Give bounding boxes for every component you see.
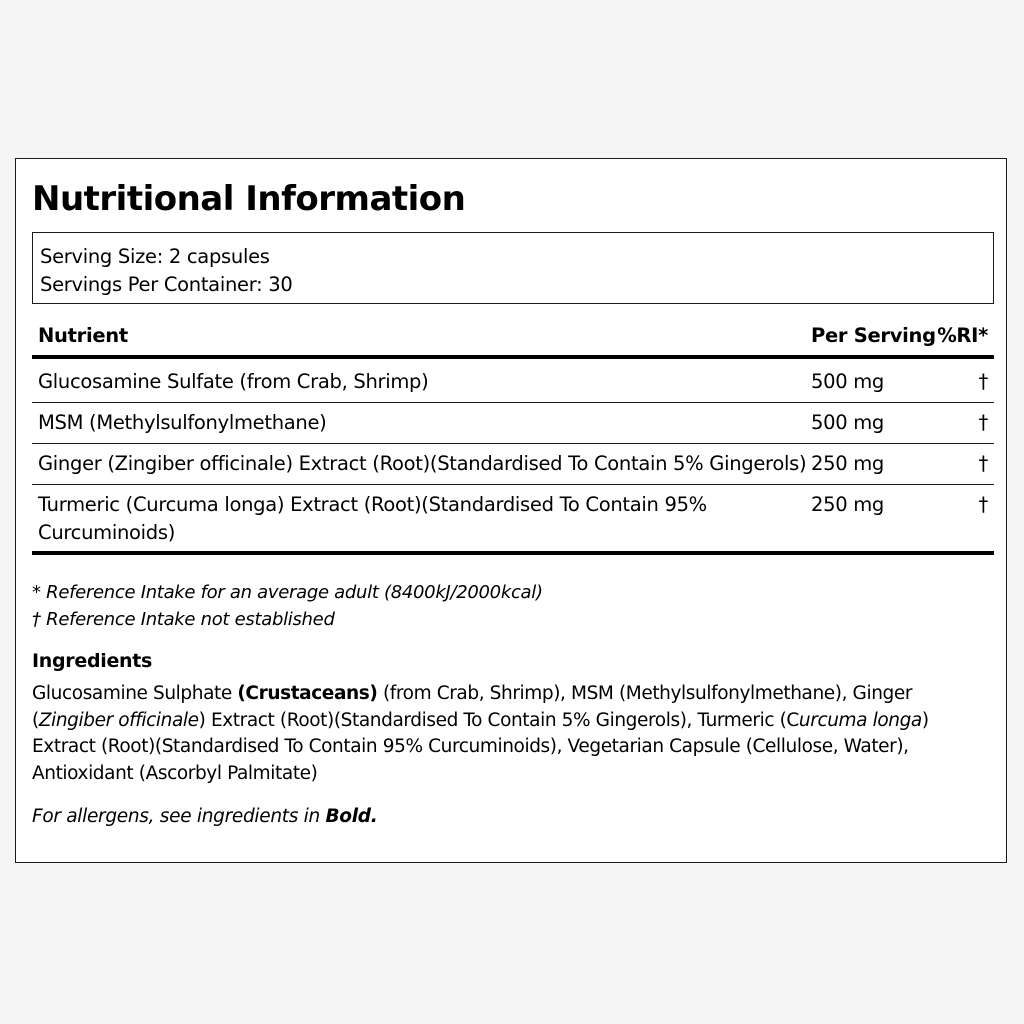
servings-per-container: Servings Per Container: 30 xyxy=(40,273,293,296)
serving-size: Serving Size: 2 capsules xyxy=(40,245,270,268)
ingredients-heading: Ingredients xyxy=(32,650,153,672)
header-ri: %RI* xyxy=(937,324,988,347)
turmeric-latin-name: urcuma longa xyxy=(798,709,922,731)
ginger-latin-name: Zingiber officinale xyxy=(38,709,199,731)
nutrient-ri: † xyxy=(978,493,988,516)
nutrition-panel xyxy=(15,158,1007,863)
footnotes xyxy=(32,579,543,633)
table-row xyxy=(32,362,994,403)
serving-info-box xyxy=(32,232,994,304)
ingredients-part: (from Crab, Shrimp), MSM (Methylsulfonylmethane), Ginger ( xyxy=(32,683,913,731)
nutrient-amount: 250 mg xyxy=(811,452,884,475)
nutrient-amount: 250 mg xyxy=(811,493,884,516)
ingredients-part: ) Extract (Root)(Standardised To Contain 95% Curcuminoids), Vegetarian Capsule (Cellulose, Water), Antioxidant (Ascorbyl Palmitate) xyxy=(32,709,929,784)
table-header xyxy=(32,319,994,359)
allergen-note-bold: Bold. xyxy=(325,806,378,827)
nutrient-table xyxy=(32,319,994,555)
table-row xyxy=(32,403,994,444)
nutrient-amount: 500 mg xyxy=(811,370,884,393)
allergen-crustaceans: (Crustaceans) xyxy=(237,683,378,704)
ingredients-part: ) Extract (Root)(Standardised To Contain 5% Gingerols), Turmeric (C xyxy=(198,709,799,731)
header-per-serving: Per Serving xyxy=(811,324,936,347)
allergen-note xyxy=(32,806,377,827)
table-row xyxy=(32,485,994,555)
nutrient-ri: † xyxy=(978,411,988,434)
nutrient-ri: † xyxy=(978,370,988,393)
allergen-note-text: For allergens, see ingredients in xyxy=(32,806,326,827)
nutrient-ri: † xyxy=(978,452,988,475)
header-nutrient: Nutrient xyxy=(38,324,128,347)
nutrient-amount: 500 mg xyxy=(811,411,884,434)
nutrient-name: Ginger (Zingiber officinale) Extract (Root)(Standardised To Contain 5% Gingerols) xyxy=(38,452,807,475)
nutrient-name: MSM (Methylsulfonylmethane) xyxy=(38,411,327,434)
ingredients-part: Glucosamine Sulphate xyxy=(32,683,238,704)
page-title: Nutritional Information xyxy=(32,179,466,219)
ingredients-text xyxy=(32,681,992,787)
table-row xyxy=(32,444,994,485)
nutrient-name: Turmeric (Curcuma longa) Extract (Root)(Standardised To Contain 95% Curcuminoids) xyxy=(38,493,707,544)
nutrient-name: Glucosamine Sulfate (from Crab, Shrimp) xyxy=(38,370,429,393)
footnote-reference-intake: * Reference Intake for an average adult (8400kJ/2000kcal) xyxy=(32,582,543,603)
footnote-not-established: † Reference Intake not established xyxy=(32,609,335,630)
